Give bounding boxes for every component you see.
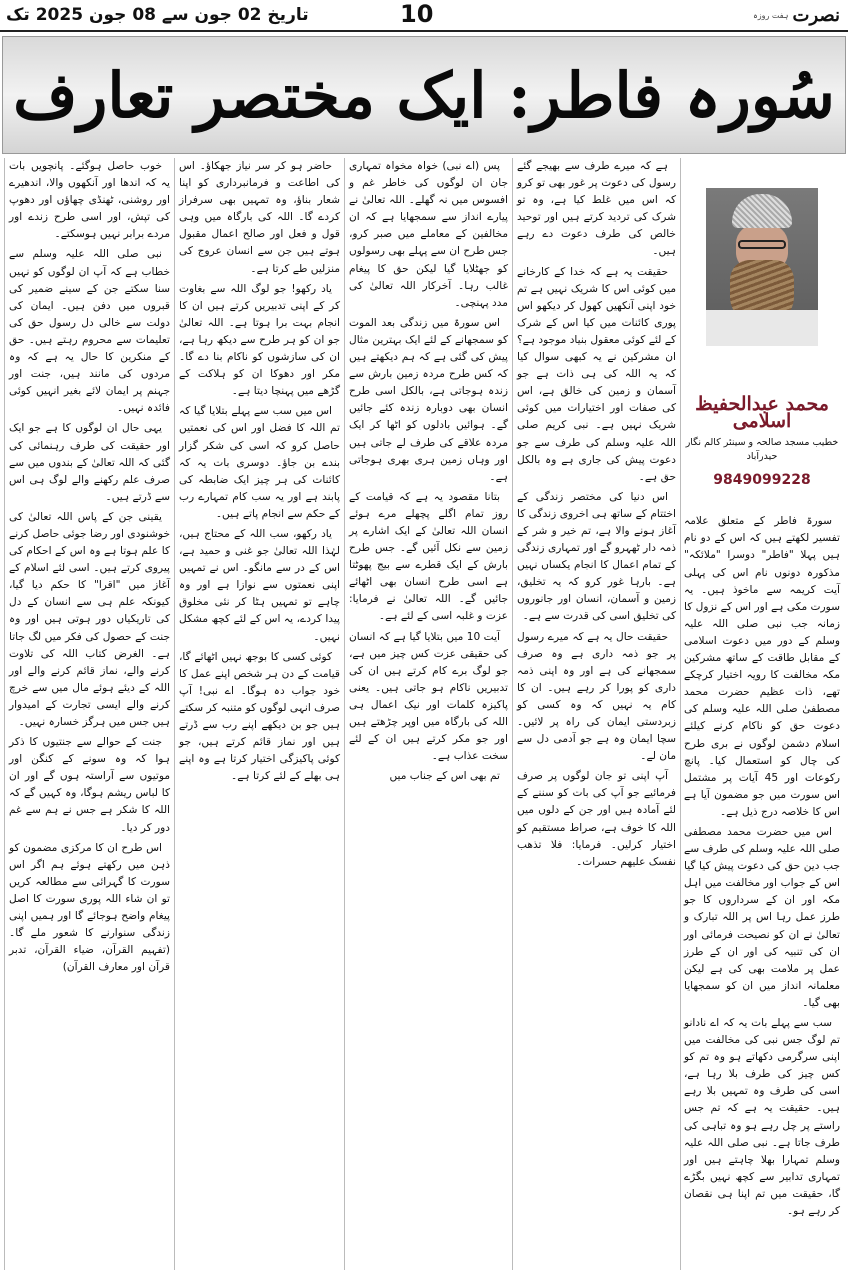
newspaper-logo bbox=[744, 4, 840, 26]
paragraph: حقیقت یہ ہے کہ خدا کے کارخانے میں کوئی اس کا شریک نہیں ہے تم خود اپنی آنکھیں کھول کر دیکھو اس پوری کائنات میں کیا اس کے شرک کے لئے کوئی معقول بنیاد موجود ہے؟ ان مشرکین نے یہ کبھی سوال کیا کہ یہ اللہ کی ہی ذات ہے جو آسمان و زمین کی خالق ہے، اس کی صفات اور اختیارات میں کوئی شریک نہیں ہے۔ نبی کریم صلی اللہ علیہ وسلم کی طرف سے جو دعوت پیش کی جاری ہے وہ بالکل حق ہے۔ bbox=[517, 265, 676, 483]
paragraph: حقیقت حال یہ ہے کہ میرے رسول پر جو ذمہ داری ہے وہ صرف سمجھانے کی ہے اور وہ اپنی ذمہ داری کو پورا کر رہے ہیں۔ ان کا کام یہ نہیں کہ وہ کسی کو زبردستی ایمان کی راہ پر لائیں۔ سچا ایمان وہ ہے جو آدمی دل سے مان لے۔ bbox=[517, 630, 676, 763]
author-role: خطیب مسجد صالحہ و سینئر کالم نگار حیدرآباد bbox=[685, 437, 839, 463]
paragraph: اس میں حضرت محمد مصطفی صلی اللہ علیہ وسلم کی طرف سے جب دین حق کی دعوت پیش کیا گیا اس کے جواب اور مخالفت میں اہل مکہ اور ان کے سرداروں کا جو طرز عمل رہا اس پر اللہ تبارک و تعالیٰ نے ان کو نصیحت فرمائی اور ان کی تنبیہ کی اور ان کے طرز عمل پر ملامت بھی کی ہے لیکن معلمانہ انداز میں ان کو سمجھایا بھی گیا۔ bbox=[684, 825, 840, 1009]
paragraph: اس میں سب سے پہلے بتلایا گیا کہ تم اللہ کا فضل اور اس کی نعمتیں حاصل کرو کہ اسی کی شکر گزار بندے بن جاؤ۔ دوسری بات یہ کہ کائنات کی ہر چیز ایک ضابطہ کی پابند ہے اور یہ سب کام تمہارے رب کے حکم سے انجام پاتے ہیں۔ bbox=[179, 405, 340, 520]
paragraph: تم بھی اس کے جناب میں bbox=[389, 770, 500, 783]
logo-title: نصرت bbox=[792, 4, 840, 26]
paragraph: کوئی کسی کا بوجھ نہیں اٹھائے گا، قیامت کے دن ہر شخص اپنے عمل کا خود جواب دہ ہوگا۔ اے نبی! آپ صرف انہی لوگوں کو متنبہ کر سکتے ہیں جو بن دیکھے اپنے رب سے ڈرتے ہیں اور نماز قائم کرتے ہیں، جو کوئی پاکیزگی اختیار کرتا ہے وہ اپنے ہی بھلے کے لئے کرتا ہے۔ bbox=[179, 650, 340, 783]
paragraph: یقینی جن کے پاس اللہ تعالیٰ کی خوشنودی اور رضا جوئی حاصل کرنے کا علم ہوتا ہے وہ اس کے احکام کی پیروی کرتے ہیں۔ اسی لئے اسلام کے آغاز میں "اقرا" کا حکم دیا گیا، کیونکہ علم ہی سے انسان کے دل کی تاریکیاں دور ہوتی ہیں اور وہ جنت کے حصول کی فکر میں لگ جاتا ہے۔ الغرض کتاب اللہ کی تلاوت کرنے والے، نماز قائم کرنے والے اور اللہ کے دیئے ہوئے مال میں سے خرچ کرنے والے ایسی تجارت کے امیدوار ہیں جس میں ہرگز خسارہ نہیں۔ bbox=[9, 510, 170, 728]
article-body bbox=[4, 158, 844, 1270]
paragraph: اس سورۃ میں زندگی بعد الموت کو سمجھانے کے لئے ایک بہترین مثال پیش کی گئی ہے کہ ہم دیکھتے ہیں کہ کس طرح مردہ زمین بارش سے زندہ ہوجاتی ہے، بالکل اسی طرح انسان بھی دوبارہ زندہ کئے جائیں گے۔ ہوائیں بادلوں کو اٹھا کر ایک مردہ علاقے کی طرف لے جاتی ہیں اور وہاں زمین ہری بھری ہوجاتی ہے۔ bbox=[349, 316, 508, 483]
paragraph: آیت 10 میں بتلایا گیا ہے کہ انسان کی حقیقی عزت کس چیز میں ہے، جو لوگ برے کام کرتے ہیں ان کی تدبیریں ناکام ہو جاتی ہیں۔ یعنی پاکیزہ کلمات اور نیک اعمال ہی اللہ کی بارگاہ میں اوپر چڑھتے ہیں اور جو مکر کرتے ہیں ان کے لئے سخت عذاب ہے۔ bbox=[349, 630, 508, 763]
glasses-icon bbox=[738, 240, 786, 249]
paragraph: بتانا مقصود یہ ہے کہ قیامت کے روز تمام اگلے پچھلے مرے ہوئے انسان اللہ تعالیٰ کے ایک اشارے پر زمین سے نکل آئیں گے۔ جس طرح بارش کے ایک قطرے سے بیج پھوٹتا ہے اسی طرح انسان بھی اٹھائے جائیں گے۔ اللہ تعالیٰ نے فرمایا: عزت و غلبہ اسی کے لئے ہے۔ bbox=[349, 490, 508, 623]
paragraph: سب سے پہلے بات یہ کہ اے نادانو تم لوگ جس نبی کی مخالفت میں اپنی سرگرمی دکھاتے ہو وہ تم کو کس چیز کی طرف بلا رہا ہے، اسی کی طرف وہ تمہیں بلا رہے ہیں۔ حقیقت یہ ہے کہ تم جس راستے پر چل رہے ہو وہ تباہی کی طرف جاتا ہے۔ نبی صلی اللہ علیہ وسلم تمہارا بھلا چاہتے ہیں اور تمہاری تدابیر سے کچھ نہیں بگڑے گا، حقیقت میں تم اپنا ہی نقصان کر رہے ہو۔ bbox=[684, 1017, 840, 1218]
paragraph: پس (اے نبی) خواہ مخواہ تمہاری جان ان لوگوں کی خاطر غم و افسوس میں نہ گھلے۔ اللہ تعالیٰ نے پیارے انداز سے سمجھایا ہے کہ ان مخالفین کے معاملے میں صبر کرو، جس طرح ان سے پہلے بھی رسولوں کو جھٹلایا گیا لیکن حق کا پیغام غالب رہا۔ آخرکار اللہ تعالیٰ کی مدد پہنچی۔ bbox=[349, 160, 508, 309]
paragraph: اس طرح ان کا مرکزی مضمون کو ذہن میں رکھتے ہوئے ہم اگر اس سورت کا گہرائی سے مطالعہ کریں تو ان شاء اللہ پوری سورت کا اصل پیغام واضح ہوجائے گا اور ہمیں اپنی زندگی سنوارنے کا شعور ملے گا۔ (تفہیم القرآن، ضیاء القرآن، تدبر قرآن اور معارف القرآن) bbox=[9, 841, 170, 974]
article-column-4 bbox=[174, 158, 344, 1270]
paragraph: یہی حال ان لوگوں کا ہے جو ایک اور حقیقت کی طرف رہنمائی کی گئی کہ اللہ تعالیٰ کے بندوں میں سے صرف علم رکھنے والے لوگ ہی اس سے ڈرتے ہیں۔ bbox=[9, 422, 170, 503]
paragraph: اس دنیا کی مختصر زندگی کے اختتام کے ساتھ ہی اخروی زندگی کا آغاز ہونے والا ہے، تم خیر و شر کے ذمہ دار ٹھہرو گے اور تمہاری زندگی کے تمام اعمال کا انجام یکساں نہیں ہے۔ بارہا غور کرو کہ یہ تخلیق، زمین و آسمان، انسان اور جانوروں کی تخلیق اسی کی قدرت سے ہے۔ bbox=[517, 490, 676, 623]
page-number: 10 bbox=[400, 0, 434, 28]
paragraph: ہے کہ میرے طرف سے بھیجے گئے رسول کی دعوت پر غور بھی تو کرو کہ اس میں غلط کیا ہے، وہ تو شرک کی تردید کرتے ہیں اور توحید خالص کی طرف دعوت دے رہے ہیں۔ bbox=[517, 160, 676, 258]
paragraph: یاد رکھو، سب اللہ کے محتاج ہیں، لہٰذا اللہ تعالیٰ جو غنی و حمید ہے، اس کے در سے مانگو۔ اس نے تمہیں اپنی نعمتوں سے نوازا ہے اور وہ چاہے تو تمہیں ہٹا کر نئی مخلوق پیدا کردے، یہ اس کے لئے کچھ مشکل نہیں۔ bbox=[179, 527, 340, 643]
article-column-3 bbox=[344, 158, 512, 1270]
article-column-1 bbox=[680, 158, 844, 1270]
paragraph: خوب حاصل ہوگئے۔ پانچویں بات یہ کہ اندھا اور آنکھوں والا، اندھیرے اور روشنی، ٹھنڈی چھاؤں اور دھوپ کی تپش، اور اسی طرح زندے اور مردے برابر نہیں ہوسکتے۔ bbox=[9, 160, 170, 241]
paragraph: نبی صلی اللہ علیہ وسلم سے خطاب ہے کہ آپ ان لوگوں کو نہیں سنا سکتے جن کے سینے ضمیر کی قبروں میں دفن ہیں۔ ایمان کی دولت سے خالی دل رسول حق کی تعلیمات سے محروم رہتے ہیں۔ حق کے منکرین کا حال یہ ہے کہ وہ مردوں کی مانند ہیں، جنت اور جہنم پر ایمان لائے بغیر انہیں کوئی فائدہ نہیں۔ bbox=[9, 248, 170, 415]
paragraph: آپ اپنی تو جان لوگوں پر صرف فرمائیے جو آپ کی بات کو سننے کے لئے آمادہ ہیں اور جن کے دلوں میں اللہ کا خوف ہے، صراط مستقیم کو اختیار کرلیں۔ فرمایا: فلا تذھب نفسک علیھم حسرات۔ bbox=[517, 770, 676, 868]
paragraph: یاد رکھو! جو لوگ اللہ سے بغاوت کر کے اپنی تدبیریں کرتے ہیں ان کا انجام بہت برا ہوتا ہے۔ اللہ تعالیٰ جو ان کو ہر طرح سے دیکھ رہا ہے، ان کی سازشوں کو ناکام بنا دے گا۔ مکر اور دھوکا ان کو ہلاکت کے گڑھے میں پہنچا دیتا ہے۔ bbox=[179, 282, 340, 398]
article-title: سُورہ فاطر: ایک مختصر تعارف bbox=[13, 58, 835, 132]
paragraph: جنت کے حوالے سے جنتیوں کا ذکر ہوا کہ وہ سونے کے کنگن اور موتیوں سے آراستہ ہوں گے اور ان کا لباس ریشم ہوگا، وہ کہیں گے کہ اللہ کا شکر ہے جس نے ہم سے غم دور کر دیا۔ bbox=[9, 736, 170, 834]
article-column-5 bbox=[4, 158, 174, 1270]
paragraph: حاضر ہو کر سر نیاز جھکاؤ۔ اس کی اطاعت و فرمانبرداری کو اپنا شعار بناؤ، وہ تمہیں بھی سرفراز کردے گا۔ اللہ کی بارگاہ میں وہی قول و فعل اور صالح اعمال مقبول ہوتے ہیں جن سے انسان عروج کی منزلیں طے کرتا ہے۔ bbox=[179, 160, 340, 275]
logo-subtitle: ہفت روزہ bbox=[753, 10, 789, 20]
author-photo bbox=[706, 188, 818, 346]
headline-banner bbox=[2, 36, 846, 154]
issue-date: تاریخ 02 جون سے 08 جون 2025 تک bbox=[6, 5, 309, 25]
article-column-2 bbox=[512, 158, 680, 1270]
author-phone: 9849099228 bbox=[713, 472, 811, 489]
author-name: محمد عبدالحفیظ اسلامی bbox=[695, 393, 829, 433]
newspaper-header bbox=[0, 0, 848, 32]
author-block bbox=[684, 188, 840, 489]
paragraph: سورۃ فاطر کے متعلق علامہ تفسیر لکھتے ہیں کہ اس کے دو نام ہیں پہلا "فاطر" دوسرا "ملائکہ" مذکورہ دونوں نام اس کی پہلی آیت کریمہ سے ماخوذ ہیں۔ یہ سورت مکی ہے اور اس کے نزول کا زمانہ جب نبی صلی اللہ علیہ وسلم کے دور میں دعوت اسلامی کے مقابل طاقت کے ساتھ مشرکین مکہ مخالفت کا رویہ اختیار کرچکے تھے، ذات عظیم حضرت محمد مصطفیٰ صلی اللہ علیہ وسلم کی دعوت حق کو ناکام کرنے کیلئے اسلام دشمن لوگوں نے بری طرح کی چال کو استعمال کیا۔ پانچ رکوعات اور 45 آیات پر مشتمل اس سورت میں جو مضمون آیا ہے اس کا خلاصہ درج ذیل ہے۔ bbox=[684, 515, 840, 818]
